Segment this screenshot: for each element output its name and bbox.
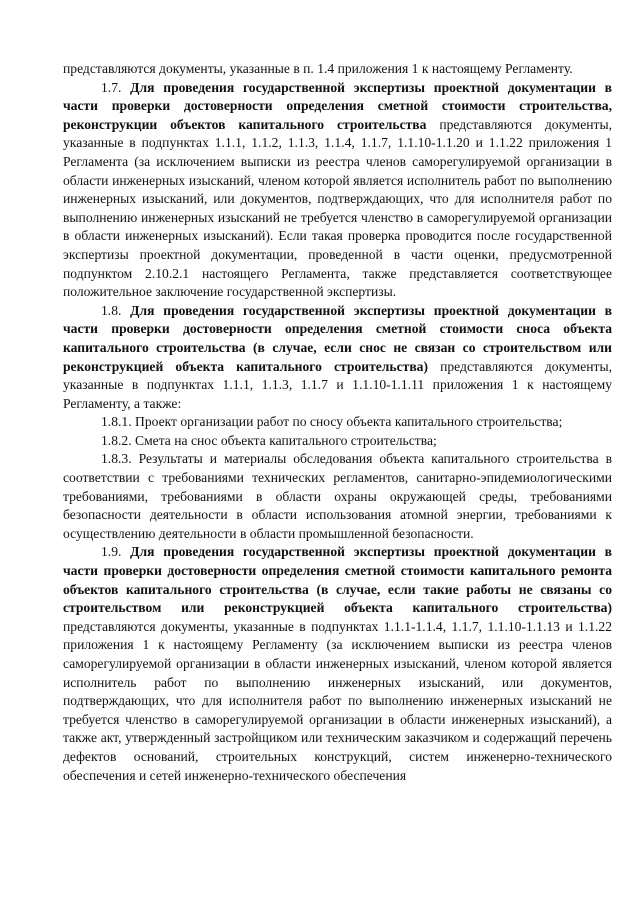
- paragraph-body: представляются документы, указанные в подпунктах 1.1.1, 1.1.2, 1.1.3, 1.1.4, 1.1.7, 1.1.10-1.1.20 и 1.1.22 приложения 1 Регламента (за исключением выписки из реестра членов саморегулируемой организации в области инженерных изысканий, членом которой является исполнитель работ по выполнению инженерных изысканий, или документов, подтверждающих, что для исполнителя работ по выполнению инженерных изысканий не требуется членство в саморегулируемой организации в области инженерных изысканий). Если такая проверка проводится после государственной экспертизы проектной документации, проведенной в части оценки, предусмотренной подпунктом 2.10.2.1 настоящего Регламента, также представляется соответствующее положительное заключение государственной экспертизы.: [63, 116, 612, 300]
- paragraph-body: Результаты и материалы обследования объекта капитального строительства в соответствии с требованиями технических регламентов, санитарно-эпидемиологическими требованиями, требованиями в области охраны окружающей среды, требованиями безопасности деятельности в области использования атомной энергии, требованиями к осуществлению деятельности в области промышленной безопасности.: [63, 451, 612, 541]
- clause-number: 1.8.3.: [101, 451, 132, 467]
- clause-number: 1.9.: [101, 544, 122, 560]
- paragraph-body: Проект организации работ по сносу объекта капитального строительства;: [135, 414, 563, 430]
- paragraph-1-9: [63, 543, 612, 785]
- clause-number: 1.8.1.: [101, 414, 132, 430]
- paragraph-1-8: [63, 302, 612, 414]
- paragraph-body: представляются документы, указанные в п. 1.4 приложения 1 к настоящему Регламенту.: [63, 61, 573, 76]
- paragraph-1-8-3: [63, 450, 612, 543]
- paragraph-continuation: [63, 60, 612, 79]
- clause-number: 1.7.: [101, 79, 122, 95]
- clause-number: 1.8.2.: [101, 432, 132, 448]
- paragraph-body: Смета на снос объекта капитального строительства;: [135, 432, 437, 448]
- clause-heading: Для проведения государственной экспертизы проектной документации в части проверки достоверности определения сметной стоимости капитального ремонта объектов капитального строительства (в случае, если такие работы не связаны со строительством или реконструкцией объекта капитального строительства): [63, 544, 613, 616]
- clause-heading: Для проведения государственной экспертизы проектной документации в части проверки достоверности определения сметной стоимости сноса объекта капитального строительства (в случае, если снос не связан со строительством или реконструкцией объекта капитального строительства): [63, 302, 613, 374]
- paragraph-1-8-1: [63, 413, 612, 432]
- paragraph-body: представляются документы, указанные в подпунктах 1.1.1-1.1.4, 1.1.7, 1.1.10-1.1.13 и 1.1.22 приложения 1 к настоящему Регламенту (за исключением выписки из реестра членов саморегулируемой организации в области инженерных изысканий, членом которой является исполнитель работ по выполнению инженерных изысканий, или документов, подтверждающих, что для исполнителя работ по выполнению инженерных изысканий не требуется членство в саморегулируемой организации в области инженерных изысканий), а также акт, утвержденный застройщиком или техническим заказчиком и содержащий перечень дефектов оснований, строительных конструкций, систем инженерно-технического обеспечения и сетей инженерно-технического обеспечения: [63, 618, 612, 783]
- clause-number: 1.8.: [101, 302, 122, 318]
- paragraph-1-7: [63, 79, 612, 302]
- clause-heading: Для проведения государственной экспертизы проектной документации в части проверки достоверности определения сметной стоимости строительства, реконструкции объектов капитального строительства: [63, 79, 613, 132]
- paragraph-body: представляются документы, указанные в подпунктах 1.1.1, 1.1.3, 1.1.7 и 1.1.10-1.1.11 приложения 1 к настоящему Регламенту, а также:: [63, 358, 612, 411]
- paragraph-1-8-2: [63, 432, 612, 451]
